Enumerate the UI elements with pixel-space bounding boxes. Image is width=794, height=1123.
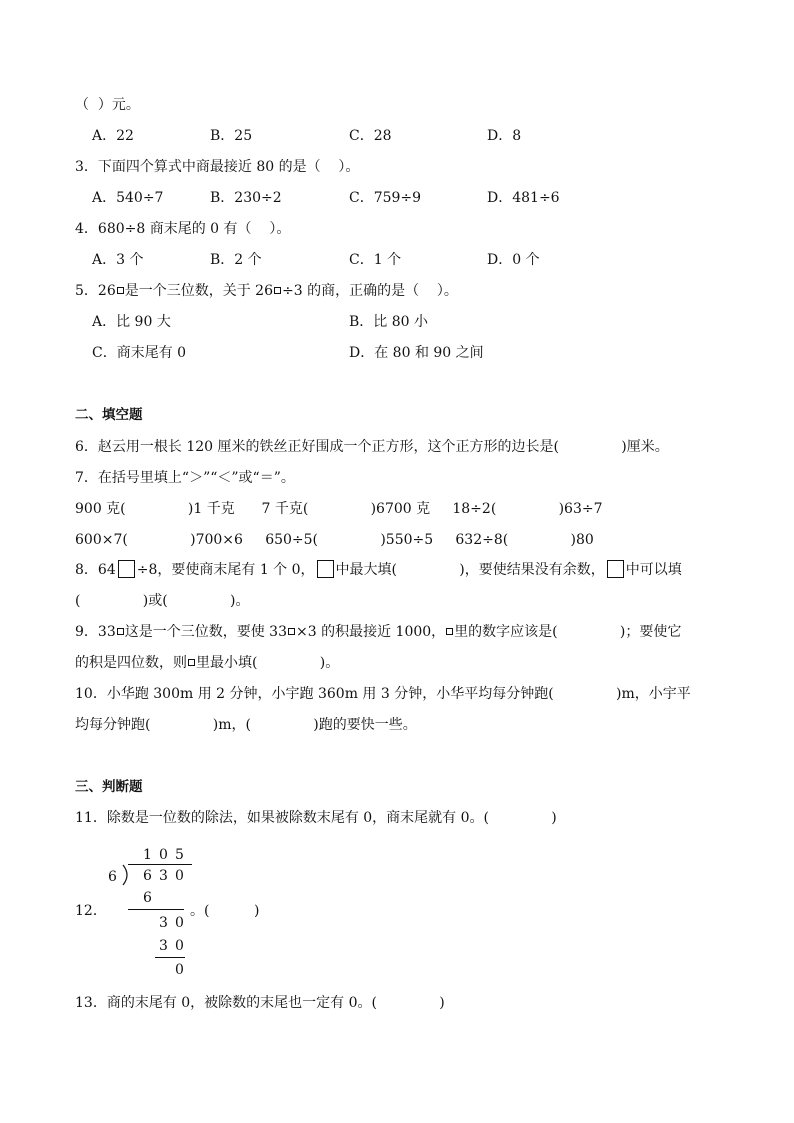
q8-part-d: 中可以填 (625, 562, 682, 578)
q9-line1 (75, 622, 681, 642)
answer-box-icon (118, 560, 135, 578)
subtraction-line (128, 909, 184, 910)
q9-part-b: 这是一个三位数，要使 33 (124, 624, 287, 640)
section-heading-true-false: 三、判断题 (75, 779, 143, 795)
division-bar (128, 864, 192, 865)
q5-option-b[interactable]: B．比 80 小 (349, 314, 429, 330)
q9-line2 (75, 653, 339, 673)
q5-stem-c: ÷3 的商，正确的是（ ）。 (282, 283, 458, 299)
q5-stem-b: 是一个三位数，关于 26 (124, 283, 273, 299)
q6-text: 6．赵云用一根长 120 厘米的铁丝正好围成一个正方形，这个正方形的边长是( )厘米。 (75, 439, 669, 455)
division-bracket-icon (121, 864, 131, 886)
section-heading-fill-in: 二、填空题 (75, 407, 143, 423)
q5-stem (75, 281, 458, 301)
q4-option-a[interactable]: A．3 个 (92, 252, 144, 268)
answer-box-icon (607, 560, 624, 578)
dividend-digit: 0 (175, 868, 184, 884)
q13-text: 13．商的末尾有 0，被除数的末尾也一定有 0。( ) (75, 995, 445, 1011)
dividend-digit: 3 (159, 868, 168, 884)
q3-stem: 3．下面四个算式中商最接近 80 的是（ ）。 (75, 159, 360, 175)
q4-stem: 4．680÷8 商末尾的 0 有（ ）。 (75, 221, 291, 237)
q9-part-e: 的积是四位数，则 (75, 655, 187, 671)
quotient-digit: 5 (175, 847, 184, 863)
q10-line2: 均每分钟跑( )m，( )跑的要快一些。 (75, 717, 417, 733)
q5-option-c[interactable]: C．商末尾有 0 (92, 345, 187, 361)
dividend-digit: 6 (143, 868, 152, 884)
q7-row1: 900 克( )1 千克 7 千克( )6700 克 18÷2( )63÷7 (75, 501, 603, 517)
remainder-digit: 3 (159, 915, 168, 931)
q8-part-a: 8．64 (75, 562, 116, 578)
q4-option-c[interactable]: C．1 个 (349, 252, 402, 268)
q8-part-c: 中最大填( )，要使结果没有余数， (335, 562, 605, 578)
blank-square-icon (288, 628, 295, 635)
q8-part-b: ÷8，要使商末尾有 1 个 0， (136, 562, 315, 578)
product-digit: 6 (143, 890, 152, 906)
blank-square-icon (117, 287, 124, 294)
q2-option-c[interactable]: C．28 (349, 128, 392, 144)
q3-option-d[interactable]: D．481÷6 (487, 190, 560, 206)
q2-option-d[interactable]: D．8 (487, 128, 522, 144)
q2-option-b[interactable]: B．25 (210, 128, 253, 144)
q5-option-d[interactable]: D．在 80 和 90 之间 (349, 345, 484, 361)
q12-label: 12． (75, 903, 107, 919)
blank-square-icon (117, 628, 124, 635)
q11-text: 11．除数是一位数的除法，如果被除数末尾有 0，商末尾就有 0。( ) (75, 810, 557, 826)
blank-square-icon (188, 659, 195, 666)
divisor: 6 (108, 869, 117, 885)
answer-box-icon (317, 560, 334, 578)
q8-line1 (75, 560, 682, 580)
q8-line2: ( )或( )。 (75, 593, 250, 609)
q7-stem: 7．在括号里填上“＞”“＜”或“＝”。 (75, 470, 295, 486)
q5-option-a[interactable]: A．比 90 大 (92, 314, 171, 330)
blank-square-icon (274, 287, 281, 294)
product-digit: 3 (159, 938, 168, 954)
blank-square-icon (446, 628, 453, 635)
subtraction-line (155, 957, 185, 958)
q5-stem-a: 5．26 (75, 283, 116, 299)
q3-option-c[interactable]: C．759÷9 (349, 190, 422, 206)
quotient-digit: 0 (159, 847, 168, 863)
q4-option-d[interactable]: D．0 个 (487, 252, 540, 268)
q9-part-d: 里的数字应该是( )；要使它 (454, 624, 682, 640)
final-remainder: 0 (175, 962, 184, 978)
q3-option-b[interactable]: B．230÷2 (210, 190, 282, 206)
q4-option-b[interactable]: B．2 个 (210, 252, 262, 268)
product-digit: 0 (175, 938, 184, 954)
q2-tail: （ ）元。 (75, 97, 140, 113)
q10-line1: 10．小华跑 300m 用 2 分钟，小宇跑 360m 用 3 分钟，小华平均每分钟跑( )m，小宇平 (75, 686, 691, 702)
q9-part-f: 里最小填( )。 (196, 655, 340, 671)
quotient-digit: 1 (143, 847, 152, 863)
remainder-digit: 0 (175, 915, 184, 931)
q3-option-a[interactable]: A．540÷7 (92, 190, 164, 206)
q9-part-c: ×3 的积最接近 1000， (296, 624, 446, 640)
q2-option-a[interactable]: A．22 (92, 128, 134, 144)
q12-tail: 。( ) (190, 903, 260, 919)
q9-part-a: 9．33 (75, 624, 116, 640)
q7-row2: 600×7( )700×6 650÷5( )550÷5 632÷8( )80 (75, 532, 594, 548)
